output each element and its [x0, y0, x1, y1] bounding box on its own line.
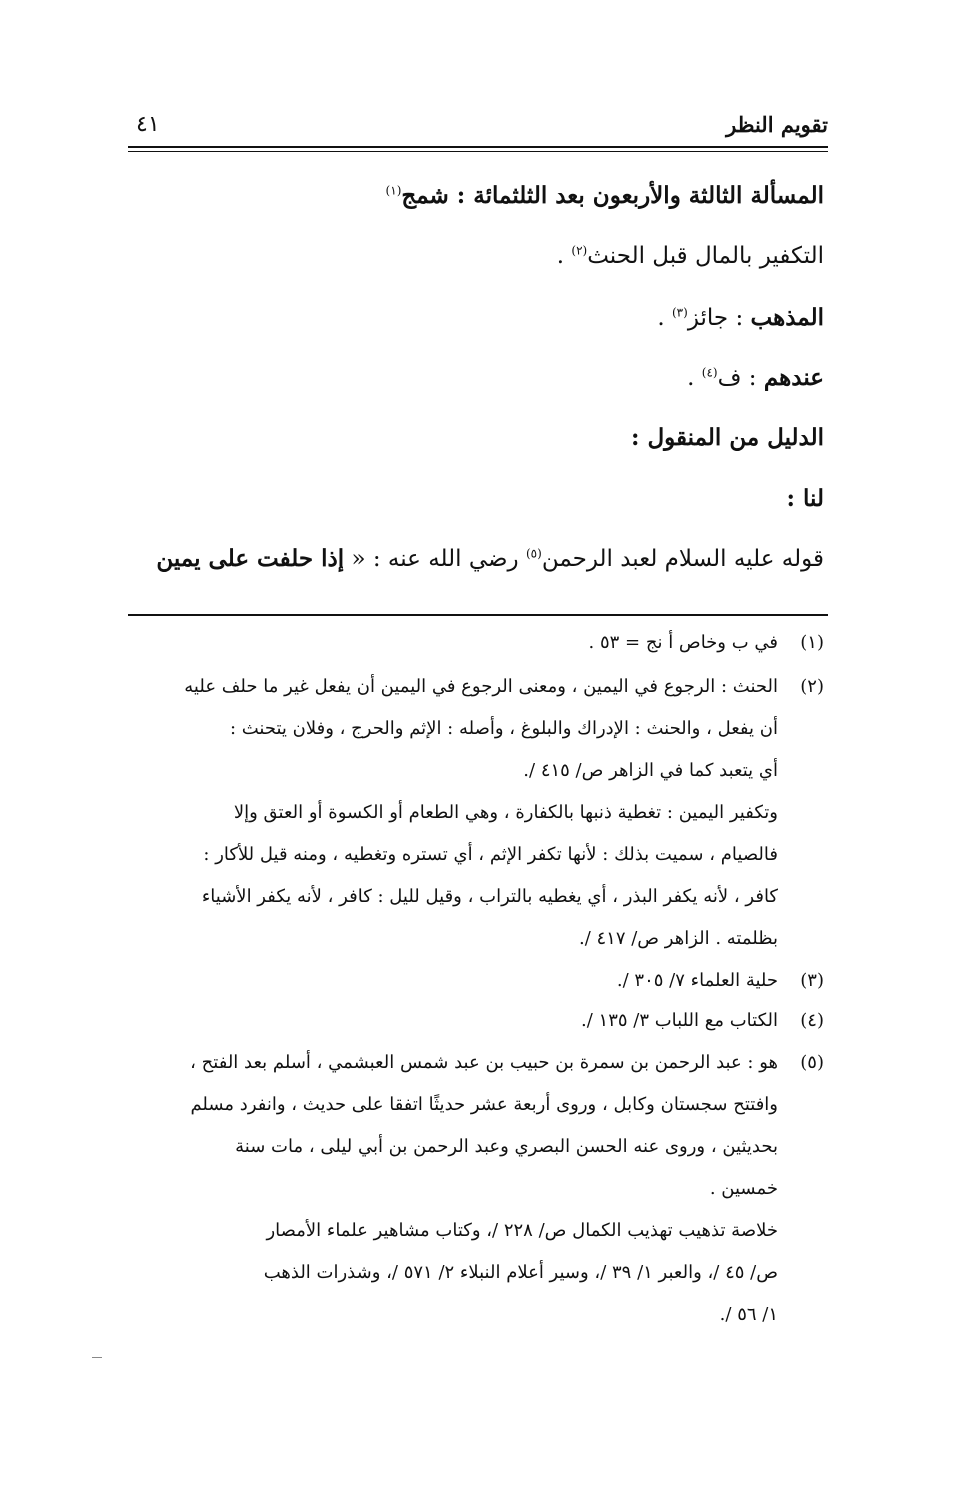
footnote-divider — [128, 614, 828, 616]
hadith-line — [128, 545, 824, 572]
footnote-3 — [128, 970, 824, 991]
hadith-intro: قوله عليه السلام لعبد الرحمن — [541, 546, 824, 572]
footnote-5-number: (٥) — [800, 1052, 824, 1073]
topic-text: التكفير بالمال قبل الحنث — [587, 243, 824, 269]
header-rule-thin — [128, 151, 828, 152]
footnote-5 — [128, 1052, 824, 1073]
footnote-1-number: (١) — [800, 632, 824, 653]
madhhab-value: : جائز — [687, 305, 751, 331]
footnote-5-line-2: وافتتح سجستان وكابل ، وروى أربعة عشر حديثًا اتفقا على حديث ، وانفرد مسلم — [190, 1094, 778, 1115]
footnote-2-line-2: أن يفعل ، والحنث : الإدراك والبلوغ ، وأصله : الإثم والحرج ، وفلان يتحنث : — [229, 718, 778, 739]
footnote-ref-3: (٣) — [671, 305, 688, 320]
footnote-2-line-4: وتكفير اليمين : تغطية ذنبها بالكفارة ، وهي الطعام أو الكسوة أو العتق وإلا — [233, 802, 778, 823]
footnote-4-number: (٤) — [800, 1010, 824, 1031]
footnote-1-text: في ب وخاص أ نج = ٥٣ . — [588, 632, 778, 653]
lana-heading: لنا : — [786, 485, 824, 512]
topic-line — [128, 243, 824, 269]
footnote-3-text: حلية العلماء ٧/ ٣٠٥ /. — [616, 970, 778, 991]
evidence-heading: الدليل من المنقول : — [630, 424, 824, 451]
running-header — [128, 112, 828, 142]
footnote-ref-1: (١) — [385, 183, 402, 198]
indahum-label: عندهم — [763, 364, 824, 391]
issue-heading — [128, 182, 824, 209]
footnote-2-line-3: أي يتعبد كما في الزاهر ص/ ٤١٥ /. — [523, 760, 778, 781]
footnote-2-line-1: الحنث : الرجوع في اليمين ، ومعنى الرجوع في اليمين أن يفعل غير ما حلف عليه — [184, 676, 778, 697]
footnote-2 — [128, 676, 824, 697]
footnote-2-line-5: فالصيام ، سميت بذلك : لأنها تكفر الإثم ، أي تستره وتغطيه ، ومنه قيل للأكار : — [203, 844, 778, 865]
footnote-2-line-7: بظلمته . الزاهر ص/ ٤١٧ /. — [578, 928, 778, 949]
footnote-5-line-1: هو : عبد الرحمن بن سمرة بن حبيب بن عبد شمس العبشمي ، أسلم بعد الفتح ، — [190, 1052, 778, 1073]
topic-end: . — [556, 243, 572, 269]
indahum-end: . — [687, 365, 702, 391]
footnote-5-line-5: خلاصة تذهيب تهذيب الكمال ص/ ٢٢٨ /، وكتاب مشاهير علماء الأمصار — [266, 1220, 778, 1241]
page-number: ٤١ — [136, 112, 160, 137]
footnote-ref-4: (٤) — [701, 365, 718, 380]
footnote-5-line-4: خمسين . — [709, 1178, 778, 1199]
running-header-title: تقويم النظر — [726, 112, 828, 137]
footnote-4-text: الكتاب مع اللباب ٣/ ١٣٥ /. — [581, 1010, 778, 1031]
issue-heading-text: المسألة الثالثة والأربعون بعد الثلثمائة : شمج — [401, 182, 824, 209]
footnote-5-line-7: ١/ ٥٦ /. — [719, 1304, 778, 1325]
madhhab-end: . — [657, 305, 672, 331]
footnote-5-line-6: ص/ ٤٥ /، والعبر ١/ ٣٩ /، وسير أعلام النبلاء ٢/ ٥٧١ /، وشذرات الذهب — [263, 1262, 778, 1283]
footnote-5-line-3: بحديثين ، وروى عنه الحسن البصري وعبد الرحمن بن أبي ليلى ، مات سنة — [235, 1136, 778, 1157]
margin-mark — [92, 1357, 102, 1358]
footnote-3-number: (٣) — [800, 970, 824, 991]
footnote-ref-2: (٢) — [571, 243, 588, 258]
footnote-2-number: (٢) — [800, 676, 824, 697]
footnote-4 — [128, 1010, 824, 1031]
madhhab-line — [128, 304, 824, 331]
footnote-1 — [128, 632, 824, 653]
hadith-honorific: رضي الله عنه : « — [344, 546, 526, 572]
footnote-ref-5: (٥) — [525, 546, 542, 561]
footnote-2-line-6: كافر ، لأنه يكفر البذر ، أي يغطيه بالتراب ، وقيل لليل : كافر ، لأنه يكفر الأشياء — [201, 886, 778, 907]
header-rule-thick — [128, 146, 828, 148]
hadith-quote: إذا حلفت على يمين — [156, 545, 345, 572]
indahum-value: : ف — [717, 365, 764, 391]
madhhab-label: المذهب — [750, 304, 824, 331]
indahum-line — [128, 364, 824, 391]
